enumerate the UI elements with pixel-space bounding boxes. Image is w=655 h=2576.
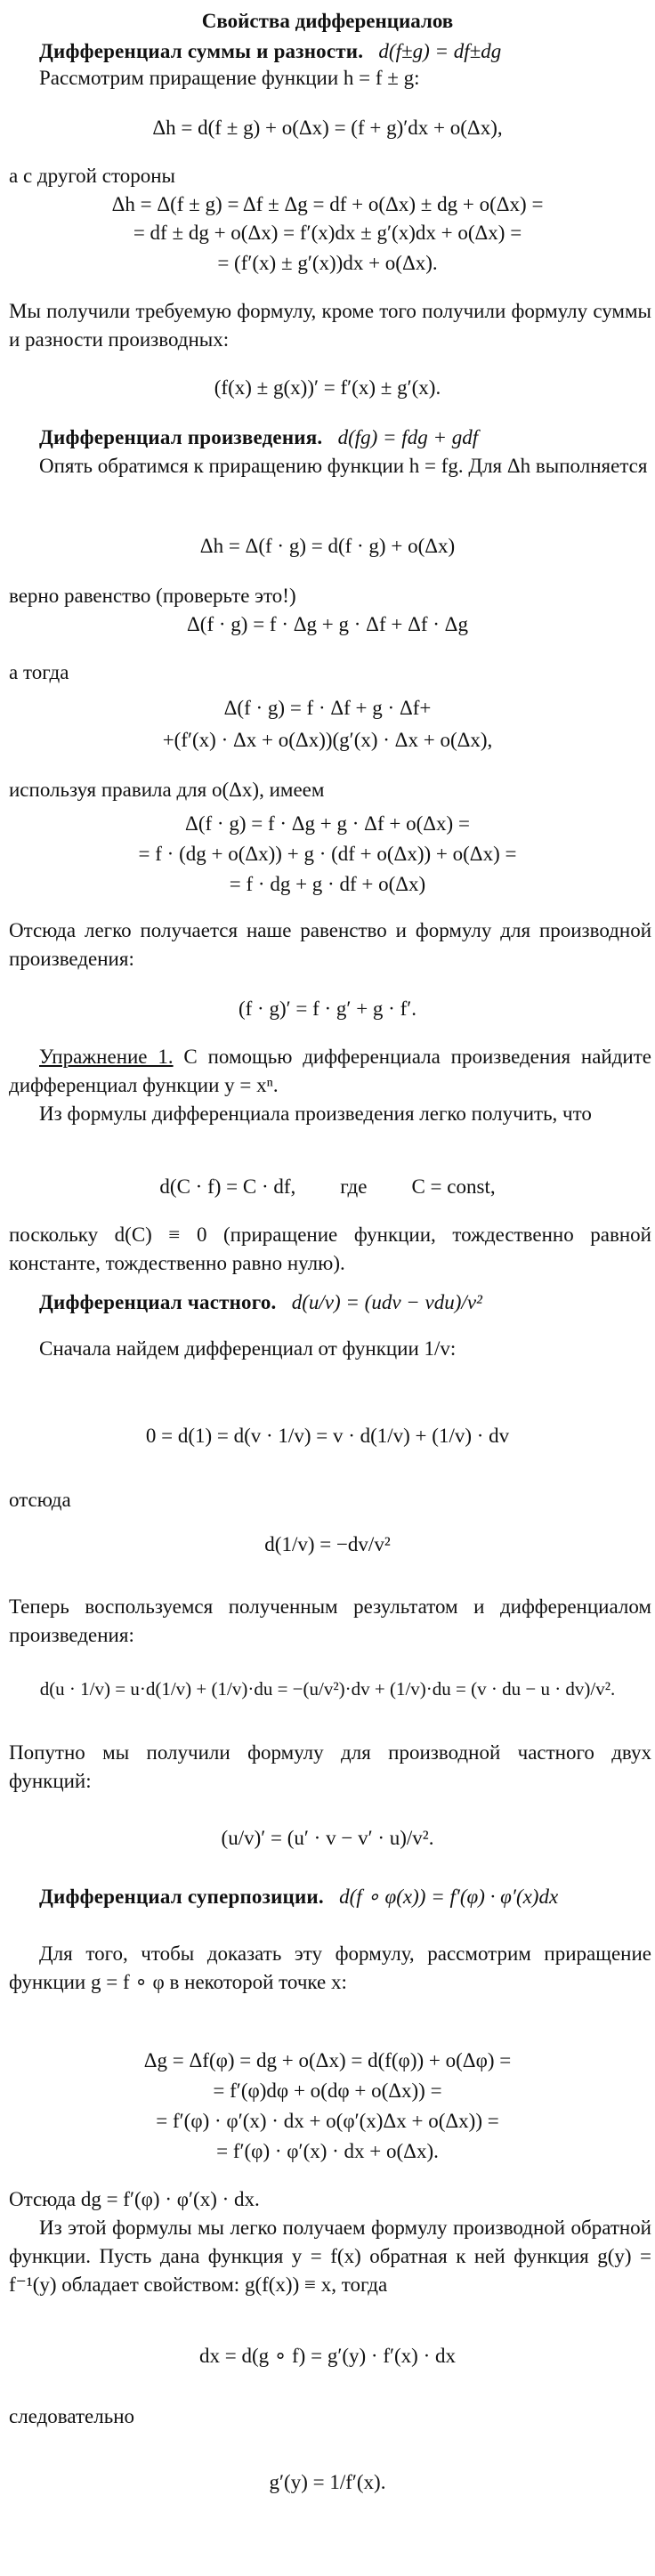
exercise [9,1043,651,1100]
equation: 0 = d(1) = d(v · 1/v) = v · d(1/v) + (1/v) · dv [145,1425,510,1447]
equation: = f′(φ) · φ′(x) · dx + o(φ′(x)Δx + o(Δx)) = [156,2110,499,2132]
equation: Δ(f · g) = f · Δg + g · Δf + o(Δx) = [185,812,470,835]
equation: = f · dg + g · df + o(Δx) [229,873,426,895]
paragraph: Отсюда легко получается наше равенство и формулу для производной произведения: [9,919,651,970]
heading-text: Дифференциал суммы и разности. [39,40,364,62]
paragraph: следовательно [9,2405,134,2427]
equation: +(f′(x) · Δx + o(Δx))(g′(x) · Δx + o(Δx), [162,729,493,751]
heading-formula: d(f±g) = df±dg [378,40,502,62]
equation-where: где [340,1175,368,1198]
equation-right: C = const, [411,1175,496,1198]
paragraph: поскольку d(C) ≡ 0 (приращение функции, тождественно равной константе, тождественно равно нулю). [9,1223,651,1274]
section-heading-superposition [9,1883,651,1911]
equation: Δg = Δf(φ) = dg + o(Δx) = d(f(φ)) + o(Δφ) = [143,2049,512,2071]
exercise-label: Упражнение 1. [39,1046,174,1068]
paragraph: Попутно мы получили формулу для производной частного двух функций: [9,1741,651,1792]
heading-text: Дифференциал частного. [39,1291,277,1313]
paragraph: Из этой формулы мы легко получаем формулу производной обратной функции. Пусть дана функция y = f(x) обратная к ней функция g(y) = f⁻¹(y) обладает свойством: g(f(x)) ≡ x, тогда [9,2217,651,2296]
paragraph: Мы получили требуемую формулу, кроме того получили формулу суммы и разности производных: [9,300,651,351]
heading-formula: d(f ∘ φ(x)) = f′(φ) · φ′(x)dx [339,1886,559,1908]
equation: = df ± dg + o(Δx) = f′(x)dx ± g′(x)dx + o(Δx) = [133,222,522,244]
section-heading-sum [9,37,651,66]
equation: (f · g)′ = f · g′ + g · f′. [238,997,417,1020]
equation: (u/v)′ = (u′ · v − v′ · u)/v². [221,1827,434,1849]
equation: g′(y) = 1/f′(x). [269,2471,386,2493]
equation-left: d(C · f) = C · df, [159,1175,296,1198]
heading-text: Дифференциал произведения. [39,426,323,448]
exercise-text: С помощью дифференциала произведения найдите дифференциал функции y = xⁿ. [9,1046,652,1096]
equation: Δ(f · g) = f · Δf + g · Δf+ [223,697,432,719]
equation: = (f′(x) ± g′(x))dx + o(Δx). [217,252,438,274]
equation: Δh = d(f ± g) + o(Δx) = (f + g)′dx + o(Δx), [152,117,503,139]
paragraph: отсюда [9,1489,71,1511]
heading-formula: d(u/v) = (udv − vdu)/v² [291,1291,482,1313]
paragraph: Теперь воспользуемся полученным результатом и дифференциалом произведения: [9,1595,651,1646]
equation: = f′(φ)dφ + o(dφ + o(Δx)) = [213,2079,442,2102]
equation: dx = d(g ∘ f) = g′(y) · f′(x) · dx [199,2345,456,2367]
equation: Δh = Δ(f · g) = d(f · g) + o(Δx) [199,535,456,557]
equation: (f(x) ± g(x))′ = f′(x) ± g′(x). [214,376,441,399]
equation: = f · (dg + o(Δx)) + g · (df + o(Δx)) + o(Δx) = [138,843,517,865]
heading-formula: d(fg) = fdg + gdf [337,426,479,448]
paragraph: используя правила для o(Δx), имеем [9,779,325,801]
heading-text: Дифференциал суперпозиции. [39,1886,324,1908]
paragraph: а с другой стороны [9,165,175,187]
equation: = f′(φ) · φ′(x) · dx + o(Δx). [216,2140,439,2162]
paragraph: верно равенство (проверьте это!) [9,585,296,607]
section-heading-product [9,424,651,452]
paragraph: Для того, чтобы доказать эту формулу, рассмотрим приращение функции g = f ∘ φ в некоторой точке x: [9,1942,651,1993]
equation: Δ(f · g) = f · Δg + g · Δf + Δf · Δg [187,613,468,635]
equation-const [0,1173,655,1201]
equation: d(u · 1/v) = u·d(1/v) + (1/v)·du = −(u/v²)·dv + (1/v)·du = (v · du − u · dv)/v². [39,1678,616,1700]
page-title: Свойства дифференциалов [201,10,454,32]
paragraph: Отсюда dg = f′(φ) · φ′(x) · dx. [9,2188,260,2210]
paragraph: Из формулы дифференциала произведения легко получить, что [39,1102,592,1125]
paragraph: Сначала найдем дифференциал от функции 1/v: [39,1337,457,1360]
paragraph: Опять обратимся к приращению функции h = fg. Для Δh выполняется [39,455,648,477]
equation: Δh = Δ(f ± g) = Δf ± Δg = df + o(Δx) ± dg + o(Δx) = [111,193,544,215]
paragraph: Рассмотрим приращение функции h = f ± g: [39,67,420,89]
equation: d(1/v) = −dv/v² [264,1533,391,1555]
section-heading-quotient [9,1288,651,1317]
paragraph: а тогда [9,661,69,683]
